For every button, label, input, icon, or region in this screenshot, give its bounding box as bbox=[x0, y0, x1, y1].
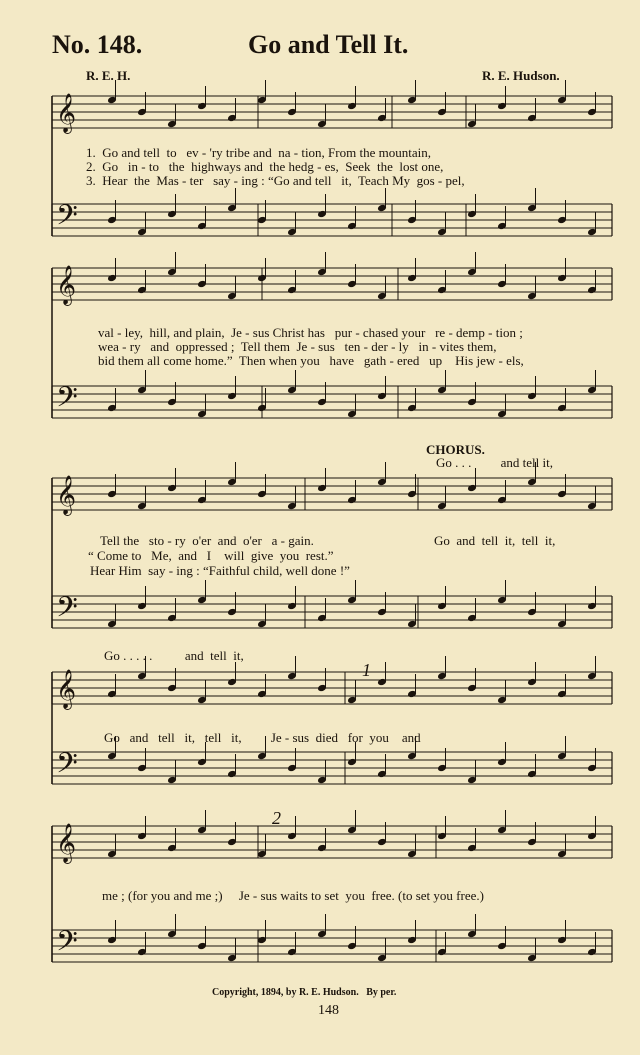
treble-clef-icon: 𝄞 bbox=[56, 669, 77, 709]
chorus-bass-words: Go . . . . . and tell it, bbox=[104, 648, 244, 663]
hymn-number: No. 148. bbox=[52, 30, 143, 59]
page-number: 148 bbox=[318, 1003, 339, 1018]
verse-1-line-2: val - ley, hill, and plain, Je - sus Christ has pur - chased your re - demp - tion ; bbox=[98, 325, 523, 340]
bass-clef-icon: 𝄢 bbox=[56, 199, 78, 239]
chorus-upper-words: Go . . . and tell it, bbox=[436, 455, 553, 470]
verse-2-line-2: wea - ry and oppressed ; Tell them Je - sus ten - der - ly in - vites them, bbox=[98, 339, 497, 354]
bass-clef-icon: 𝄢 bbox=[56, 591, 78, 631]
verse-1-line-1: 1. Go and tell to ev - 'ry tribe and na - tion, From the mountain, bbox=[86, 145, 431, 160]
bass-clef-icon: 𝄢 bbox=[56, 381, 78, 421]
copyright-notice: Copyright, 1894, by R. E. Hudson. By per. bbox=[212, 987, 397, 998]
treble-clef-icon: 𝄞 bbox=[56, 265, 77, 305]
verse-3-line-1: 3. Hear the Mas - ter say - ing : “Go and tell it, Teach My gos - pel, bbox=[86, 173, 465, 188]
verse-1-line-3: Tell the sto - ry o'er and o'er a - gain. bbox=[100, 533, 314, 548]
chorus-line-4-words: Go and tell it, tell it, Je - sus died for you and bbox=[104, 730, 421, 745]
treble-clef-icon: 𝄞 bbox=[56, 93, 77, 133]
bass-clef-icon: 𝄢 bbox=[56, 747, 78, 787]
ending-2-label: 2 bbox=[272, 808, 281, 828]
ending-1-label: 1 bbox=[362, 660, 371, 680]
verse-3-line-3: Hear Him say - ing : “Faithful child, well done !” bbox=[90, 563, 350, 578]
hymn-title: Go and Tell It. bbox=[248, 30, 409, 59]
chorus-label: CHORUS. bbox=[426, 442, 485, 457]
chorus-line-5-words: me ; (for you and me ;) Je - sus waits to set you free. (to set you free.) bbox=[102, 888, 484, 903]
verse-2-line-1: 2. Go in - to the highways and the hedg - es, Seek the lost one, bbox=[86, 159, 444, 174]
verse-2-line-3: “ Come to Me, and I will give you rest.” bbox=[88, 548, 334, 563]
lyricist-credit: R. E. H. bbox=[86, 68, 131, 83]
bass-clef-icon: 𝄢 bbox=[56, 925, 78, 965]
chorus-lower-words: Go and tell it, tell it, bbox=[434, 533, 556, 548]
verse-3-line-2: bid them all come home.” Then when you have gath - ered up His jew - els, bbox=[98, 353, 524, 368]
treble-clef-icon: 𝄞 bbox=[56, 475, 77, 515]
composer-credit: R. E. Hudson. bbox=[482, 68, 560, 83]
treble-clef-icon: 𝄞 bbox=[56, 823, 77, 863]
